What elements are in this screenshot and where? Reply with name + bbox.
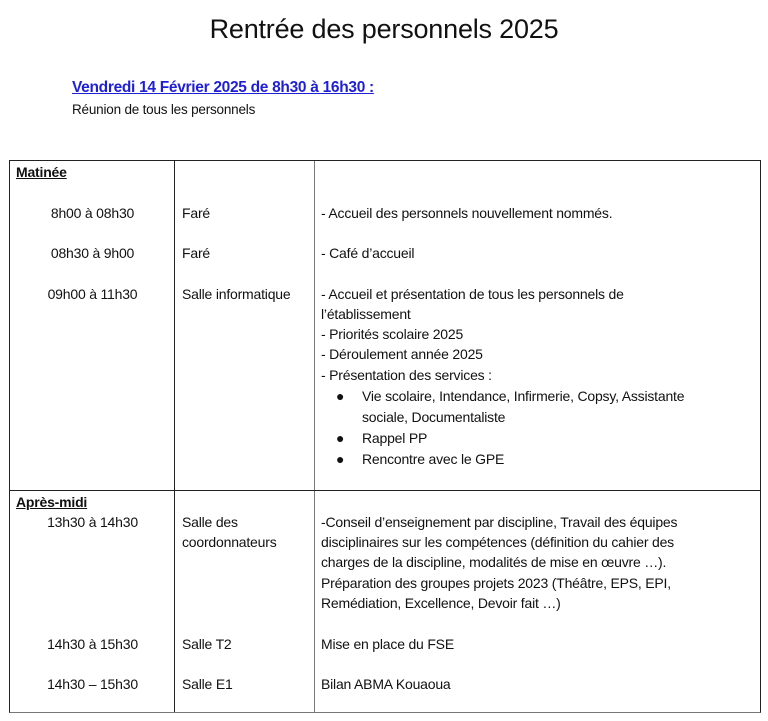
bullet-icon: ● bbox=[336, 388, 345, 404]
row-content-line: - Présentation des services : bbox=[321, 367, 492, 383]
document-title: Rentrée des personnels 2025 bbox=[209, 14, 559, 44]
row-content: - Accueil des personnels nouvellement nommés. bbox=[321, 205, 613, 221]
row-time: 08h30 à 9h00 bbox=[50, 245, 135, 261]
row-content-line: - Accueil et présentation de tous les personnels de bbox=[321, 286, 624, 302]
section-divider bbox=[10, 490, 760, 491]
row-place-line: Salle des bbox=[182, 514, 238, 530]
bullet-icon: ● bbox=[336, 430, 345, 446]
row-place: Salle informatique bbox=[182, 286, 291, 302]
row-content-line: - Déroulement année 2025 bbox=[321, 346, 483, 362]
row-content: - Café d’accueil bbox=[321, 245, 415, 261]
row-content: Mise en place du FSE bbox=[321, 636, 454, 652]
row-time: 14h30 à 15h30 bbox=[47, 636, 138, 652]
bullet-item bbox=[336, 428, 428, 449]
row-time: 14h30 – 15h30 bbox=[47, 676, 138, 692]
row-content: Bilan ABMA Kouaoua bbox=[321, 676, 451, 692]
schedule-table bbox=[9, 160, 761, 713]
row-content-line: Remédiation, Excellence, Devoir fait …) bbox=[321, 595, 561, 611]
section-label-morning: Matinée bbox=[16, 164, 67, 180]
row-time: 8h00 à 08h30 bbox=[50, 205, 135, 221]
bullet-icon: ● bbox=[336, 451, 345, 467]
bullet-item bbox=[336, 449, 505, 470]
row-time: 09h00 à 11h30 bbox=[47, 286, 138, 302]
bullet-line: Rappel PP bbox=[362, 430, 428, 446]
row-content-line: -Conseil d’enseignement par discipline, Travail des équipes bbox=[321, 514, 678, 530]
row-time: 13h30 à 14h30 bbox=[47, 514, 138, 530]
bullet-line: sociale, Documentaliste bbox=[362, 408, 506, 425]
row-place: Faré bbox=[182, 205, 210, 221]
column-divider bbox=[314, 161, 315, 712]
date-heading-link[interactable]: Vendredi 14 Février 2025 de 8h30 à 16h30 : bbox=[72, 79, 374, 96]
row-place: Salle T2 bbox=[182, 636, 232, 652]
subtitle: Réunion de tous les personnels bbox=[72, 102, 256, 117]
row-content-line: l’établissement bbox=[321, 306, 411, 322]
section-label-afternoon: Après-midi bbox=[16, 494, 88, 510]
row-content-line: Préparation des groupes projets 2023 (Théâtre, EPS, EPI, bbox=[321, 575, 671, 591]
bullet-line: Vie scolaire, Intendance, Infirmerie, Copsy, Assistante bbox=[362, 388, 685, 404]
row-place-line: coordonnateurs bbox=[182, 534, 277, 550]
row-content-line: - Priorités scolaire 2025 bbox=[321, 326, 464, 342]
row-content-line: disciplinaires sur les compétences (définition du cahier des bbox=[321, 534, 674, 550]
row-place: Faré bbox=[182, 245, 210, 261]
row-content-line: charges de la discipline, modalités de mise en œuvre …). bbox=[321, 554, 667, 570]
row-place: Salle E1 bbox=[182, 676, 233, 692]
bullet-line: Rencontre avec le GPE bbox=[362, 451, 505, 467]
bullet-item bbox=[336, 386, 685, 427]
